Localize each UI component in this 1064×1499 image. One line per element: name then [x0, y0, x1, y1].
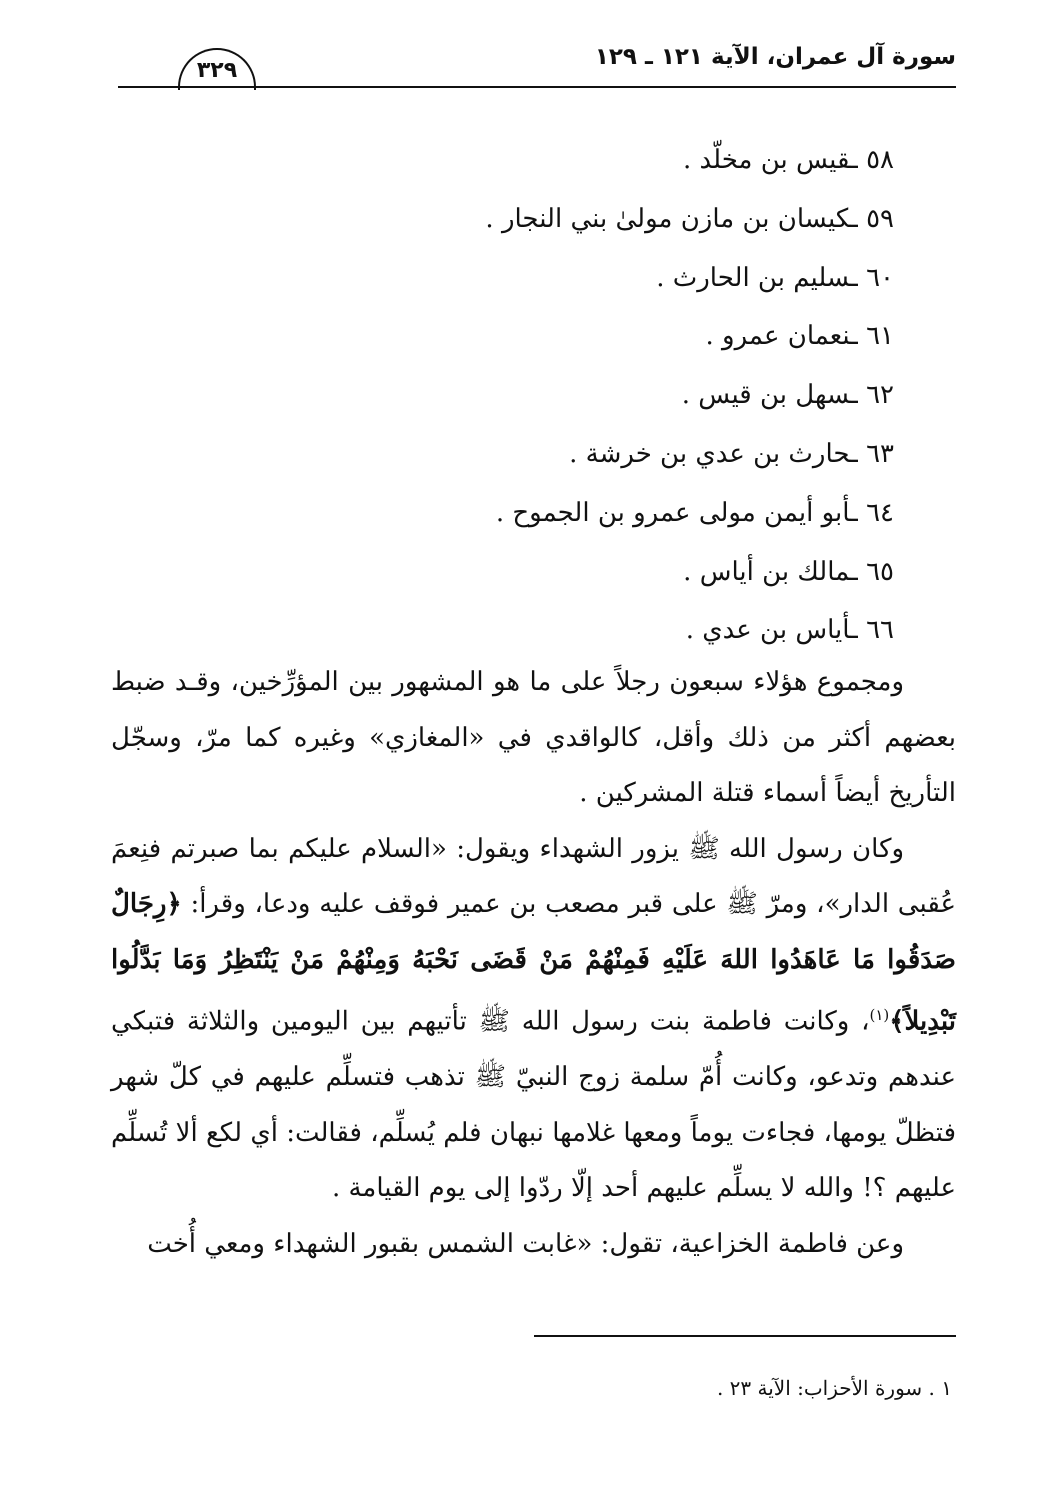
paragraph-text: وكان رسول الله ﷺ يزور الشهداء ويقول: «السلام عليكم بما صبرتم فنِعمَ عُقبى الدار»، ومرّ ﷺ على قبر مصعب بن عمير فوقف عليه ودعا، وقرأ: [111, 833, 956, 919]
list-item-number: ٥٩ ـ [850, 204, 894, 234]
list-item-text: قيس بن مخلّد . [682, 145, 851, 175]
list-item [485, 493, 894, 552]
list-item-number: ٦٥ ـ [850, 557, 894, 587]
footnote-divider [534, 1335, 956, 1337]
paragraph-historians: ومجموع هؤلاء سبعون رجلاً على ما هو المشهور بين المؤرِّخين، وقـد ضبط بعضهم أكثر من ذلك وأقل، كالواقدي في «المغازي» وغيره كما مرّ، وسجّل التأريخ أيضاً أسماء قتلة المشركين . [111, 667, 956, 808]
list-item-number: ٦٣ ـ [850, 439, 894, 469]
list-item-text: سهل بن قيس . [681, 380, 851, 411]
list-item-text: مالك بن أياس . [683, 556, 851, 587]
list-item-number: ٦٠ ـ [850, 263, 894, 293]
footnote: ١ . سورة الأحزاب: الآية ٢٣ . [716, 1376, 952, 1400]
paragraph-khuzaiya: وعن فاطمة الخزاعية، تقول: «غابت الشمس بقبور الشهداء ومعي أُخت [147, 1228, 904, 1259]
list-item-text: سليم بن الحارث . [656, 262, 851, 293]
list-item [485, 375, 894, 434]
page-number: ٣٢٩ [178, 48, 256, 90]
list-item-number: ٥٨ ـ [850, 145, 894, 175]
list-item-text: أياس بن عدي . [685, 615, 851, 646]
list-item [485, 434, 894, 493]
list-item-number: ٦٤ ـ [850, 498, 894, 528]
body-text [111, 655, 956, 1272]
martyrs-list [485, 140, 894, 669]
header-divider [118, 86, 956, 88]
list-item-text: أبو أيمن مولى عمرو بن الجموح . [495, 497, 851, 528]
list-item [485, 316, 894, 375]
list-item [485, 258, 894, 317]
list-item-number: ٦٦ ـ [850, 615, 894, 645]
list-item-number: ٦٢ ـ [850, 380, 894, 410]
list-item-text: كيسان بن مازن مولىٰ بني النجار . [485, 203, 851, 234]
paragraph-text: ، وكانت فاطمة بنت رسول الله ﷺ تأتيهم بين اليومين والثلاثة فتبكي عندهم وتدعو، وكانت أُمّ سلمة زوج النبيّ ﷺ تذهب فتسلِّم عليهم في كلّ شهر فتظلّ يومها، فجاءت يوماً ومعها غلامها نبهان فلم يُسلِّم، فقالت: أي لكع ألا تُسلِّم عليهم ؟! والله لا يسلِّم عليهم أحد إلّا ردّوا إلى يوم القيامة . [111, 1006, 956, 1204]
list-item-text: حارث بن عدي بن خرشة . [569, 438, 851, 469]
paragraph-prophet-visits [111, 822, 956, 1217]
list-item-number: ٦١ ـ [850, 321, 894, 351]
list-item-text: نعمان عمرو . [705, 321, 851, 352]
footnote-reference: (١) [869, 1006, 890, 1024]
list-item [485, 199, 894, 258]
list-item [485, 140, 894, 199]
quran-verse: ﴿رِجَالٌ صَدَقُوا مَا عَاهَدُوا اللهَ عَلَيْهِ فَمِنْهُمْ مَنْ قَضَى نَحْبَهُ وَمِنْهُمْ مَنْ يَنْتَظِرُ وَمَا بَدَّلُوا تَبْدِيلاً﴾ [111, 889, 956, 1037]
list-item [485, 552, 894, 611]
running-header-title: سورة آل عمران، الآية ١٢١ ـ ١٢٩ [594, 44, 956, 70]
